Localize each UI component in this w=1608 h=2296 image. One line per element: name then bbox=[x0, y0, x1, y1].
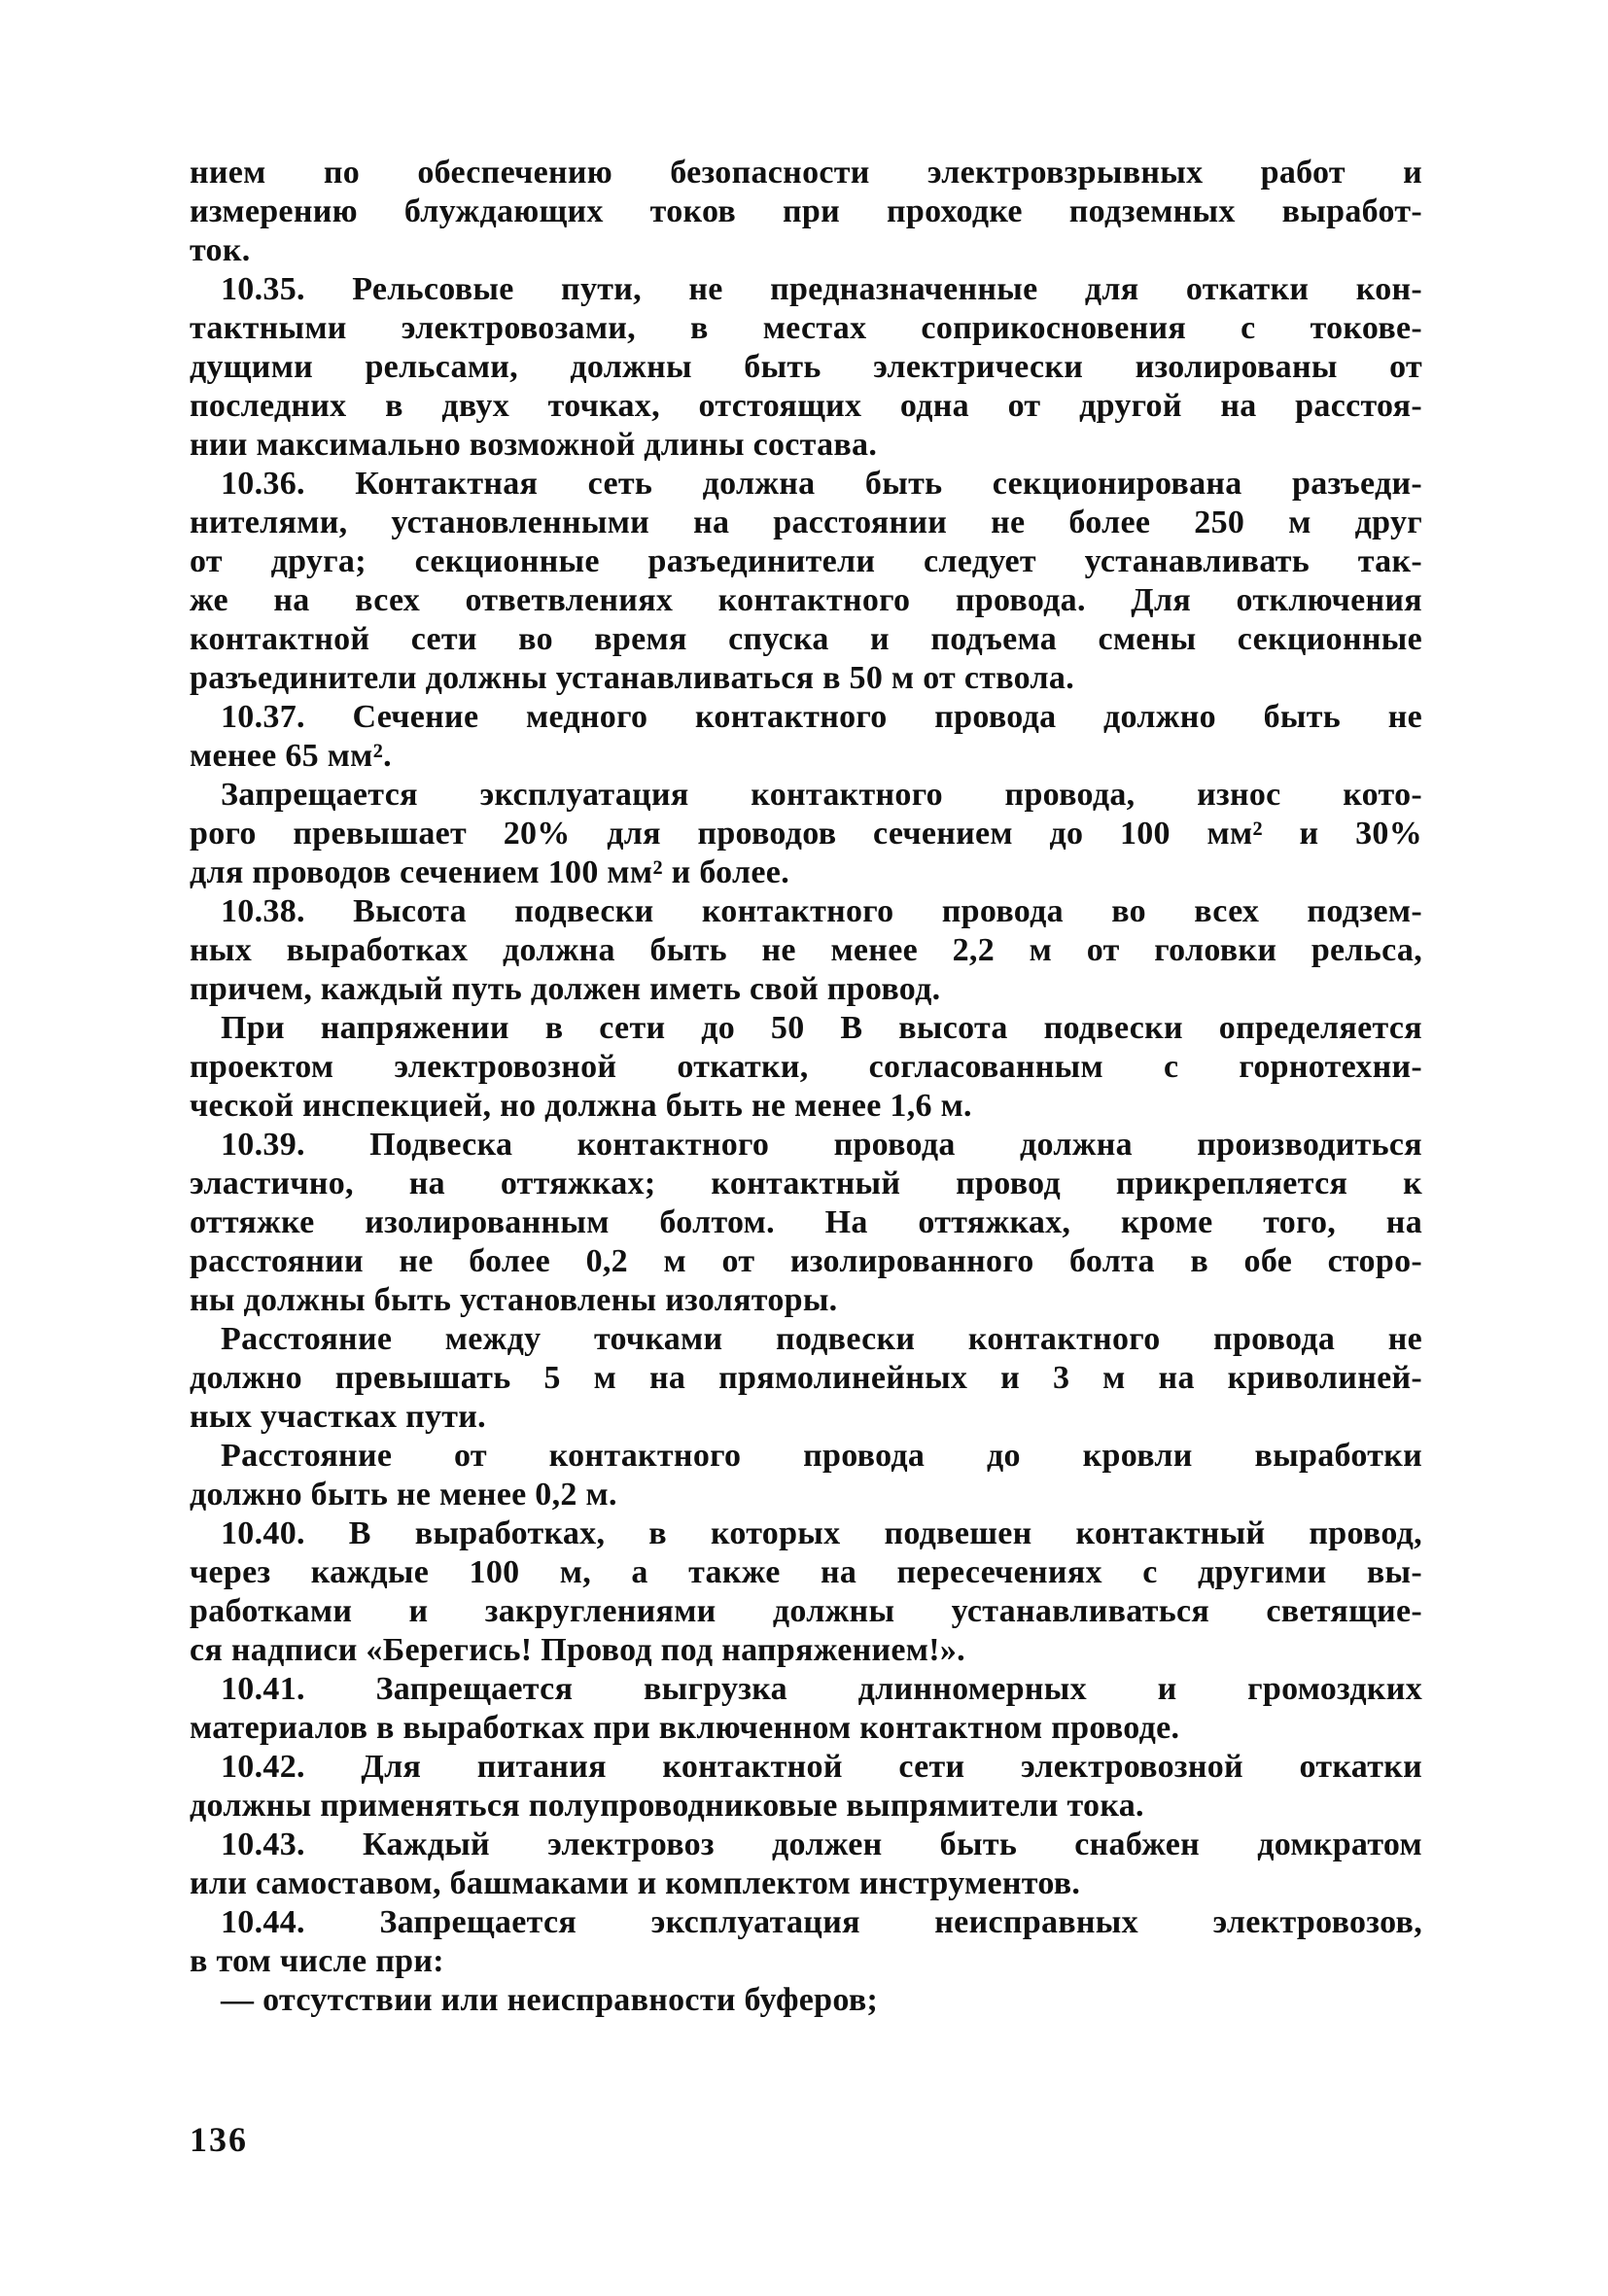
text-line: менее 65 мм². bbox=[190, 738, 392, 774]
text-line: через каждые 100 м, а также на пересечениях с другими вы- bbox=[190, 1554, 1422, 1590]
text-line: от друга; секционные разъединители следует устанавливать так- bbox=[190, 543, 1422, 579]
text-line: При напряжении в сети до 50 В высота подвески определяется bbox=[221, 1010, 1422, 1046]
text-line: ся надписи «Берегись! Провод под напряжением!». bbox=[190, 1632, 965, 1668]
text-line: нии максимально возможной длины состава. bbox=[190, 427, 878, 463]
text-line: для проводов сечением 100 мм² и более. bbox=[190, 854, 789, 890]
text-line: же на всех ответвлениях контактного провода. Для отключения bbox=[190, 582, 1422, 618]
text-line: должны применяться полупроводниковые выпрямители тока. bbox=[190, 1788, 1144, 1824]
text-line: Запрещается эксплуатация контактного провода, износ кото- bbox=[221, 777, 1422, 813]
text-line: работками и закруглениями должны устанавливаться светящие- bbox=[190, 1593, 1422, 1629]
text-line: 10.44. Запрещается эксплуатация неисправных электровозов, bbox=[221, 1904, 1422, 1940]
text-line: последних в двух точках, отстоящих одна от другой на расстоя- bbox=[190, 388, 1422, 424]
text-line: 10.39. Подвеска контактного провода должна производиться bbox=[221, 1127, 1422, 1163]
page-number: 136 bbox=[190, 2120, 248, 2159]
text-line: материалов в выработках при включенном контактном проводе. bbox=[190, 1710, 1180, 1746]
text-line: в том числе при: bbox=[190, 1943, 444, 1979]
text-line: измерению блуждающих токов при проходке подземных выработ- bbox=[190, 193, 1422, 229]
text-line: 10.36. Контактная сеть должна быть секционирована разъеди- bbox=[221, 466, 1422, 502]
text-line: должно быть не менее 0,2 м. bbox=[190, 1477, 617, 1513]
text-line: разъединители должны устанавливаться в 50 м от ствола. bbox=[190, 660, 1074, 696]
text-line: 10.41. Запрещается выгрузка длинномерных и громоздких bbox=[221, 1671, 1422, 1707]
text-line: расстоянии не более 0,2 м от изолированного болта в обе сторо- bbox=[190, 1243, 1422, 1279]
text-line: или самоставом, башмаками и комплектом инструментов. bbox=[190, 1865, 1081, 1901]
text-line: дущими рельсами, должны быть электрически изолированы от bbox=[190, 349, 1422, 385]
text-line: 10.40. В выработках, в которых подвешен контактный провод, bbox=[221, 1515, 1422, 1551]
text-line: Расстояние от контактного провода до кровли выработки bbox=[221, 1438, 1422, 1474]
text-line: контактной сети во время спуска и подъема смены секционные bbox=[190, 621, 1422, 657]
text-line: ных участках пути. bbox=[190, 1399, 486, 1435]
text-line: нием по обеспечению безопасности электровзрывных работ и bbox=[190, 155, 1422, 191]
text-line: нителями, установленными на расстоянии не более 250 м друг bbox=[190, 504, 1422, 540]
text-line: 10.35. Рельсовые пути, не предназначенные для откатки кон- bbox=[221, 271, 1422, 307]
text-line: — отсутствии или неисправности буферов; bbox=[221, 1982, 879, 2018]
text-line: проектом электровозной откатки, согласованным с горнотехни- bbox=[190, 1049, 1422, 1085]
text-line: ных выработках должна быть не менее 2,2 м от головки рельса, bbox=[190, 932, 1422, 968]
text-line: эластично, на оттяжках; контактный провод прикрепляется к bbox=[190, 1165, 1422, 1201]
text-line: 10.37. Сечение медного контактного провода должно быть не bbox=[221, 699, 1422, 735]
document-body bbox=[190, 154, 1422, 2020]
text-line: 10.42. Для питания контактной сети электровозной откатки bbox=[221, 1749, 1422, 1785]
text-line: рого превышает 20% для проводов сечением до 100 мм² и 30% bbox=[190, 816, 1422, 852]
text-line: ны должны быть установлены изоляторы. bbox=[190, 1282, 838, 1318]
text-line: ческой инспекцией, но должна быть не менее 1,6 м. bbox=[190, 1088, 972, 1124]
text-line: Расстояние между точками подвески контактного провода не bbox=[221, 1321, 1422, 1357]
text-line: оттяжке изолированным болтом. На оттяжках, кроме того, на bbox=[190, 1204, 1422, 1240]
text-line: 10.38. Высота подвески контактного провода во всех подзем- bbox=[221, 893, 1422, 929]
text-line: 10.43. Каждый электровоз должен быть снабжен домкратом bbox=[221, 1826, 1422, 1862]
text-line: причем, каждый путь должен иметь свой провод. bbox=[190, 971, 941, 1007]
text-line: ток. bbox=[190, 232, 251, 268]
text-line: должно превышать 5 м на прямолинейных и 3 м на криволиней- bbox=[190, 1360, 1422, 1396]
text-line: тактными электровозами, в местах соприкосновения с токове- bbox=[190, 310, 1422, 346]
